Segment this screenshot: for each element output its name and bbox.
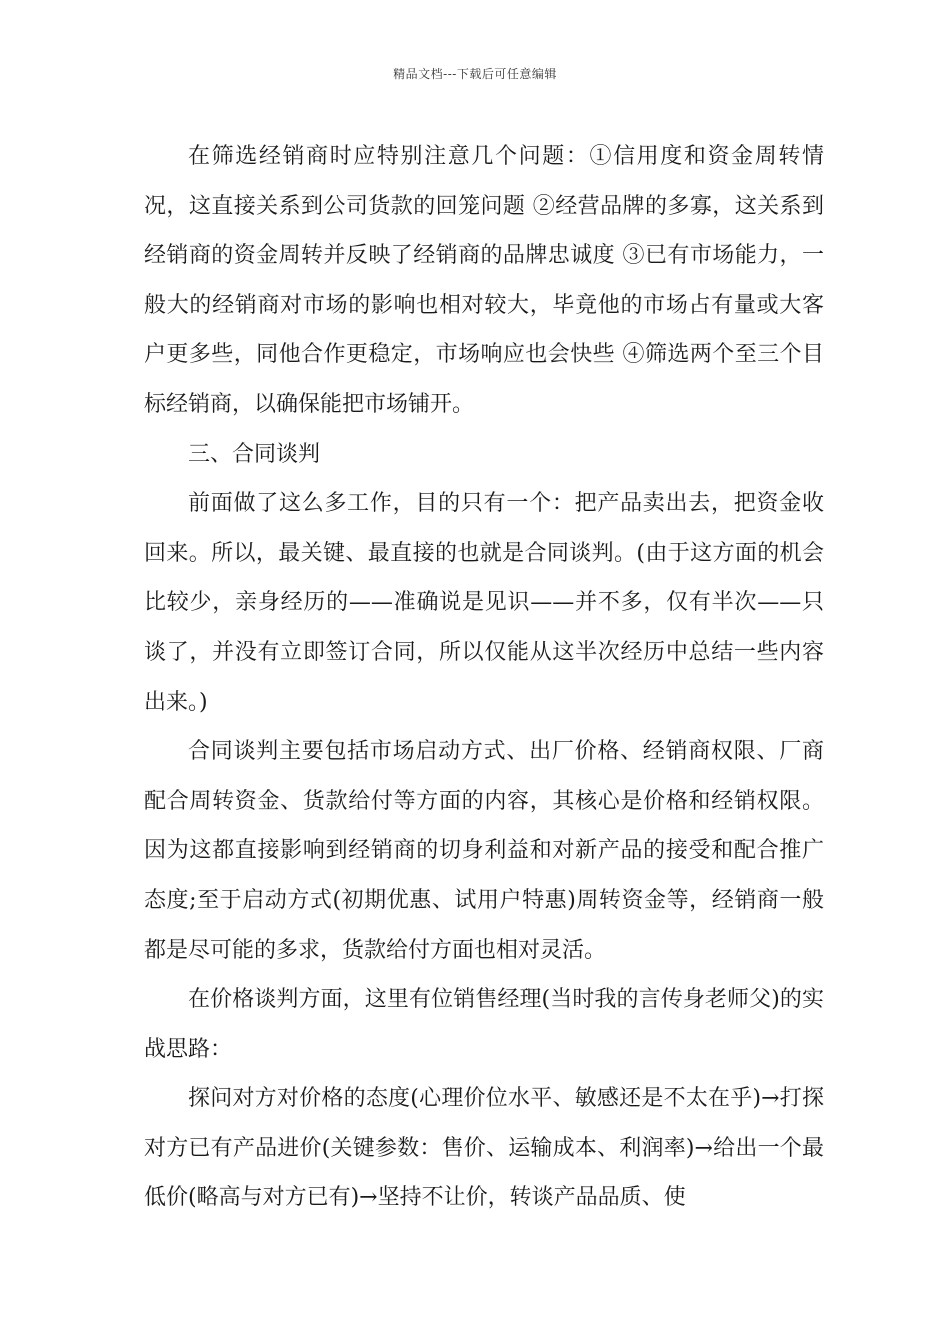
paragraph-negotiation-intro: 前面做了这么多工作，目的只有一个：把产品卖出去，把资金收回来。所以，最关键、最直接的也就是合同谈判。(由于这方面的机会比较少，亲身经历的——准确说是见识——并不多，仅有半次——只谈了，并没有立即签订合同，所以仅能从这半次经历中总结一些内容出来。) — [144, 491, 824, 715]
paragraph-negotiation-content: 合同谈判主要包括市场启动方式、出厂价格、经销商权限、厂商配合周转资金、货款给付等方面的内容，其核心是价格和经销权限。因为这都直接影响到经销商的切身利益和对新产品的接受和配合推广态度;至于启动方式(初期优惠、试用户特惠)周转资金等，经销商一般都是尽可能的多求，货款给付方面也相对灵活。 — [144, 739, 824, 963]
document-body — [144, 132, 824, 1223]
paragraph-price-negotiation: 在价格谈判方面，这里有位销售经理(当时我的言传身老师父)的实战思路： — [144, 987, 824, 1062]
paragraph-price-steps: 探问对方对价格的态度(心理价位水平、敏感还是不太在乎)→打探对方已有产品进价(关键参数：售价、运输成本、利润率)→给出一个最低价(略高与对方已有)→坚持不让价，转谈产品品质、使 — [144, 1086, 824, 1211]
page-header: 精品文档---下载后可任意编辑 — [393, 67, 557, 81]
paragraph-distributor-selection: 在筛选经销商时应特别注意几个问题：①信用度和资金周转情况，这直接关系到公司货款的回笼问题 ②经营品牌的多寡，这关系到经销商的资金周转并反映了经销商的品牌忠诚度 ③已有市场能力，一般大的经销商对市场的影响也相对较大，毕竟他的市场占有量或大客户更多些，同他合作更稳定，市场响应也会快些 ④筛选两个至三个目标经销商，以确保能把市场铺开。 — [144, 144, 824, 417]
section-heading-contract-negotiation: 三、合同谈判 — [188, 441, 321, 467]
